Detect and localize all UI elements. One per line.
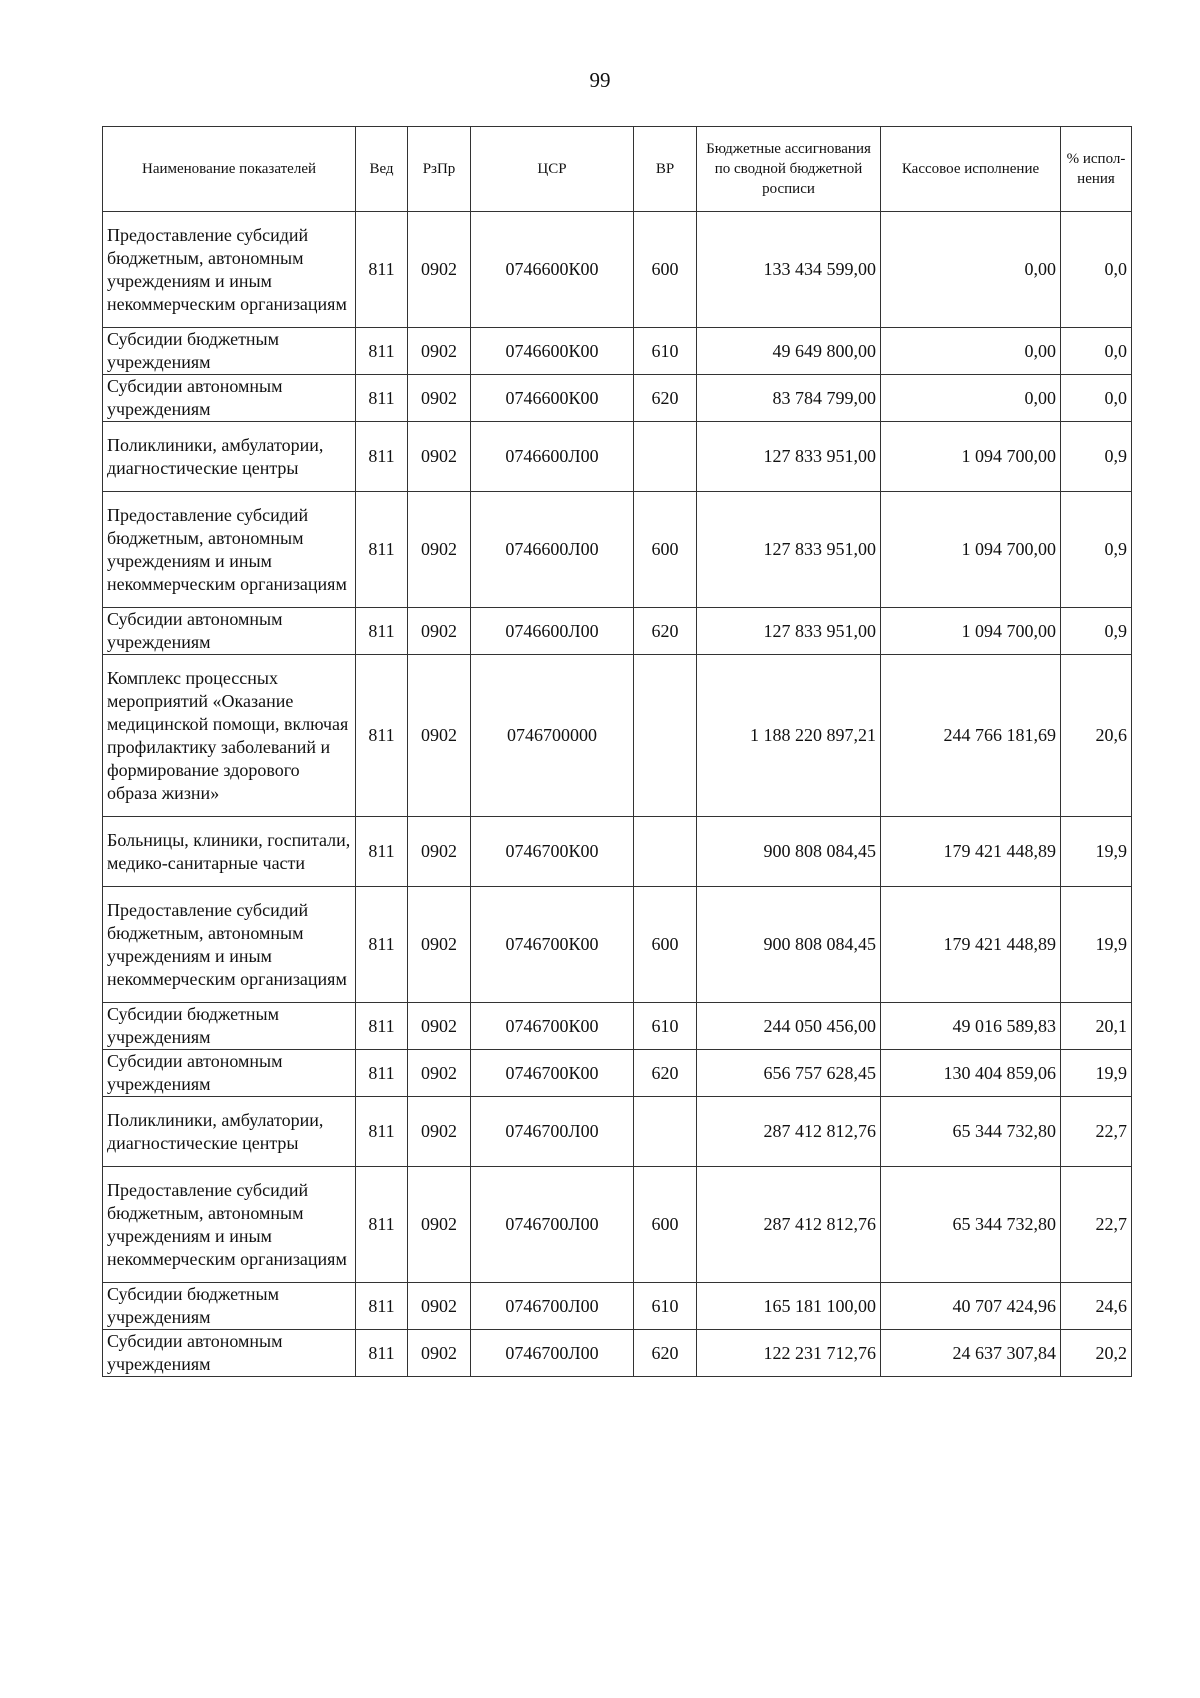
header-vr: ВР	[634, 127, 697, 212]
row-vr: 610	[634, 1283, 697, 1330]
row-name: Субсидии бюджетным учреждениям	[103, 1283, 356, 1330]
row-csr: 0746600Л00	[471, 608, 634, 655]
row-rzpr: 0902	[408, 1097, 471, 1167]
row-cash: 1 094 700,00	[881, 422, 1061, 492]
row-percent: 20,1	[1061, 1003, 1132, 1050]
row-name: Субсидии автономным учреждениям	[103, 1050, 356, 1097]
row-ved: 811	[356, 817, 408, 887]
row-vr: 610	[634, 328, 697, 375]
row-name: Предоставление субсидий бюджетным, автономным учреждениям и иным некоммерческим организациям	[103, 212, 356, 328]
row-csr: 0746600Л00	[471, 492, 634, 608]
row-name: Субсидии автономным учреждениям	[103, 608, 356, 655]
row-ved: 811	[356, 328, 408, 375]
table-row	[103, 1330, 1132, 1377]
table-row	[103, 1167, 1132, 1283]
row-budget: 127 833 951,00	[697, 422, 881, 492]
row-cash: 179 421 448,89	[881, 817, 1061, 887]
row-budget: 900 808 084,45	[697, 887, 881, 1003]
row-cash: 0,00	[881, 375, 1061, 422]
row-budget: 656 757 628,45	[697, 1050, 881, 1097]
row-csr: 0746700К00	[471, 1003, 634, 1050]
row-percent: 0,9	[1061, 492, 1132, 608]
row-rzpr: 0902	[408, 1167, 471, 1283]
row-name: Предоставление субсидий бюджетным, автономным учреждениям и иным некоммерческим организациям	[103, 887, 356, 1003]
row-percent: 0,9	[1061, 608, 1132, 655]
row-vr	[634, 655, 697, 817]
row-name: Поликлиники, амбулатории, диагностические центры	[103, 422, 356, 492]
table-row	[103, 328, 1132, 375]
row-vr: 600	[634, 1167, 697, 1283]
row-cash: 49 016 589,83	[881, 1003, 1061, 1050]
row-percent: 19,9	[1061, 817, 1132, 887]
header-percent: % испол-нения	[1061, 127, 1132, 212]
row-csr: 0746600К00	[471, 328, 634, 375]
row-percent: 0,0	[1061, 212, 1132, 328]
row-budget: 133 434 599,00	[697, 212, 881, 328]
row-cash: 24 637 307,84	[881, 1330, 1061, 1377]
row-percent: 0,0	[1061, 328, 1132, 375]
row-percent: 22,7	[1061, 1097, 1132, 1167]
row-rzpr: 0902	[408, 887, 471, 1003]
row-rzpr: 0902	[408, 1050, 471, 1097]
row-budget: 1 188 220 897,21	[697, 655, 881, 817]
row-percent: 0,0	[1061, 375, 1132, 422]
row-budget: 49 649 800,00	[697, 328, 881, 375]
row-ved: 811	[356, 1003, 408, 1050]
row-name: Субсидии автономным учреждениям	[103, 375, 356, 422]
row-budget: 165 181 100,00	[697, 1283, 881, 1330]
row-ved: 811	[356, 492, 408, 608]
table-row	[103, 887, 1132, 1003]
row-budget: 287 412 812,76	[697, 1097, 881, 1167]
row-rzpr: 0902	[408, 1283, 471, 1330]
row-cash: 65 344 732,80	[881, 1167, 1061, 1283]
row-percent: 22,7	[1061, 1167, 1132, 1283]
row-budget: 287 412 812,76	[697, 1167, 881, 1283]
row-vr	[634, 422, 697, 492]
table-row	[103, 1283, 1132, 1330]
row-percent: 0,9	[1061, 422, 1132, 492]
row-rzpr: 0902	[408, 328, 471, 375]
row-ved: 811	[356, 375, 408, 422]
row-csr: 0746600К00	[471, 212, 634, 328]
row-budget: 122 231 712,76	[697, 1330, 881, 1377]
row-cash: 40 707 424,96	[881, 1283, 1061, 1330]
row-cash: 0,00	[881, 328, 1061, 375]
row-ved: 811	[356, 1167, 408, 1283]
row-vr: 610	[634, 1003, 697, 1050]
row-budget: 244 050 456,00	[697, 1003, 881, 1050]
row-cash: 244 766 181,69	[881, 655, 1061, 817]
row-budget: 127 833 951,00	[697, 608, 881, 655]
row-name: Больницы, клиники, госпитали, медико-санитарные части	[103, 817, 356, 887]
budget-execution-table	[102, 126, 1132, 1377]
row-rzpr: 0902	[408, 655, 471, 817]
row-rzpr: 0902	[408, 1003, 471, 1050]
table-row	[103, 492, 1132, 608]
row-cash: 130 404 859,06	[881, 1050, 1061, 1097]
row-vr: 600	[634, 212, 697, 328]
row-percent: 19,9	[1061, 887, 1132, 1003]
row-name: Поликлиники, амбулатории, диагностические центры	[103, 1097, 356, 1167]
row-csr: 0746600К00	[471, 375, 634, 422]
row-name: Предоставление субсидий бюджетным, автономным учреждениям и иным некоммерческим организациям	[103, 492, 356, 608]
row-cash: 1 094 700,00	[881, 608, 1061, 655]
header-csr: ЦСР	[471, 127, 634, 212]
row-cash: 0,00	[881, 212, 1061, 328]
row-percent: 24,6	[1061, 1283, 1132, 1330]
table-row	[103, 1003, 1132, 1050]
row-name: Субсидии автономным учреждениям	[103, 1330, 356, 1377]
header-row	[103, 127, 1132, 212]
row-csr: 0746700Л00	[471, 1167, 634, 1283]
row-rzpr: 0902	[408, 817, 471, 887]
row-rzpr: 0902	[408, 212, 471, 328]
header-name: Наименование показателей	[103, 127, 356, 212]
header-rzpr: РзПр	[408, 127, 471, 212]
row-ved: 811	[356, 887, 408, 1003]
row-csr: 0746700Л00	[471, 1283, 634, 1330]
row-csr: 0746700К00	[471, 1050, 634, 1097]
row-ved: 811	[356, 1283, 408, 1330]
row-csr: 0746700Л00	[471, 1097, 634, 1167]
row-percent: 20,2	[1061, 1330, 1132, 1377]
table-row	[103, 422, 1132, 492]
row-vr: 620	[634, 608, 697, 655]
row-percent: 20,6	[1061, 655, 1132, 817]
row-ved: 811	[356, 1330, 408, 1377]
row-csr: 0746600Л00	[471, 422, 634, 492]
row-name: Субсидии бюджетным учреждениям	[103, 1003, 356, 1050]
header-budget: Бюджетные ассигнования по сводной бюджетной росписи	[697, 127, 881, 212]
row-vr: 600	[634, 887, 697, 1003]
row-ved: 811	[356, 608, 408, 655]
table-row	[103, 212, 1132, 328]
table-row	[103, 1050, 1132, 1097]
row-vr: 600	[634, 492, 697, 608]
row-csr: 0746700000	[471, 655, 634, 817]
row-budget: 83 784 799,00	[697, 375, 881, 422]
row-rzpr: 0902	[408, 375, 471, 422]
row-percent: 19,9	[1061, 1050, 1132, 1097]
row-ved: 811	[356, 422, 408, 492]
row-budget: 900 808 084,45	[697, 817, 881, 887]
row-ved: 811	[356, 1050, 408, 1097]
row-ved: 811	[356, 212, 408, 328]
row-cash: 179 421 448,89	[881, 887, 1061, 1003]
row-vr	[634, 817, 697, 887]
row-ved: 811	[356, 655, 408, 817]
row-vr: 620	[634, 1050, 697, 1097]
row-name: Комплекс процессных мероприятий «Оказание медицинской помощи, включая профилактику заболеваний и формирование здорового образа жизни»	[103, 655, 356, 817]
row-rzpr: 0902	[408, 492, 471, 608]
row-cash: 1 094 700,00	[881, 492, 1061, 608]
table-row	[103, 817, 1132, 887]
table-row	[103, 655, 1132, 817]
row-rzpr: 0902	[408, 608, 471, 655]
row-cash: 65 344 732,80	[881, 1097, 1061, 1167]
row-rzpr: 0902	[408, 1330, 471, 1377]
row-name: Субсидии бюджетным учреждениям	[103, 328, 356, 375]
page-number: 99	[589, 68, 611, 92]
row-csr: 0746700К00	[471, 887, 634, 1003]
table-row	[103, 1097, 1132, 1167]
table-row	[103, 608, 1132, 655]
header-cash: Кассовое исполнение	[881, 127, 1061, 212]
row-csr: 0746700Л00	[471, 1330, 634, 1377]
row-vr: 620	[634, 375, 697, 422]
row-name: Предоставление субсидий бюджетным, автономным учреждениям и иным некоммерческим организациям	[103, 1167, 356, 1283]
row-vr	[634, 1097, 697, 1167]
row-ved: 811	[356, 1097, 408, 1167]
row-vr: 620	[634, 1330, 697, 1377]
table-row	[103, 375, 1132, 422]
row-budget: 127 833 951,00	[697, 492, 881, 608]
header-ved: Вед	[356, 127, 408, 212]
row-csr: 0746700К00	[471, 817, 634, 887]
row-rzpr: 0902	[408, 422, 471, 492]
